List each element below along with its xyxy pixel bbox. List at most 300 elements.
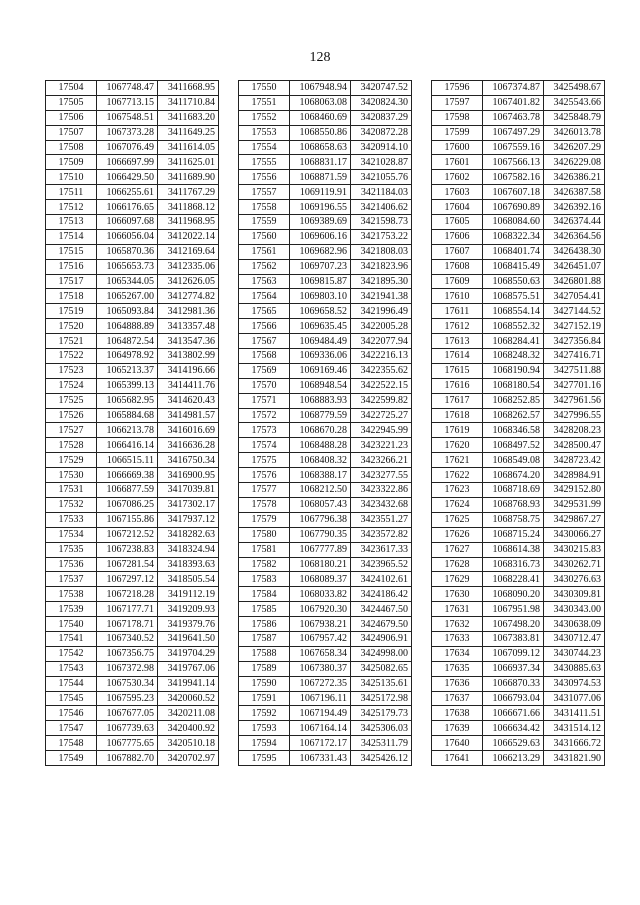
point-id-cell: 17599 [432, 125, 483, 140]
point-id-cell: 17593 [239, 721, 290, 736]
point-id-cell: 17558 [239, 200, 290, 215]
y-coordinate-cell: 3430276.63 [544, 572, 605, 587]
table-row [239, 676, 412, 691]
y-coordinate-cell: 3419209.93 [158, 602, 219, 617]
x-coordinate-cell: 1066937.34 [483, 661, 544, 676]
table-row [239, 289, 412, 304]
point-id-cell: 17634 [432, 646, 483, 661]
x-coordinate-cell: 1066429.50 [97, 170, 158, 185]
y-coordinate-cell: 3411968.95 [158, 215, 219, 230]
point-id-cell: 17602 [432, 170, 483, 185]
x-coordinate-cell: 1068552.32 [483, 319, 544, 334]
table-row [239, 215, 412, 230]
y-coordinate-cell: 3420824.30 [351, 95, 412, 110]
x-coordinate-cell: 1067155.86 [97, 512, 158, 527]
y-coordinate-cell: 3421184.03 [351, 185, 412, 200]
point-id-cell: 17575 [239, 453, 290, 468]
table-row [46, 170, 219, 185]
point-id-cell: 17524 [46, 378, 97, 393]
x-coordinate-cell: 1067948.94 [290, 81, 351, 96]
x-coordinate-cell: 1067796.38 [290, 512, 351, 527]
y-coordinate-cell: 3417039.81 [158, 483, 219, 498]
y-coordinate-cell: 3411689.90 [158, 170, 219, 185]
point-id-cell: 17531 [46, 483, 97, 498]
table-row [46, 274, 219, 289]
point-id-cell: 17586 [239, 617, 290, 632]
x-coordinate-cell: 1068190.94 [483, 363, 544, 378]
y-coordinate-cell: 3419941.14 [158, 676, 219, 691]
table-row [432, 408, 605, 423]
x-coordinate-cell: 1068388.17 [290, 468, 351, 483]
x-coordinate-cell: 1067951.98 [483, 602, 544, 617]
y-coordinate-cell: 3423221.23 [351, 438, 412, 453]
point-id-cell: 17518 [46, 289, 97, 304]
y-coordinate-cell: 3411668.95 [158, 81, 219, 96]
y-coordinate-cell: 3423277.55 [351, 468, 412, 483]
y-coordinate-cell: 3427416.71 [544, 349, 605, 364]
y-coordinate-cell: 3422355.62 [351, 363, 412, 378]
table-row [46, 423, 219, 438]
table-row [239, 155, 412, 170]
x-coordinate-cell: 1066793.04 [483, 691, 544, 706]
x-coordinate-cell: 1068718.69 [483, 483, 544, 498]
point-id-cell: 17513 [46, 215, 97, 230]
point-id-cell: 17630 [432, 587, 483, 602]
x-coordinate-cell: 1068488.28 [290, 438, 351, 453]
point-id-cell: 17576 [239, 468, 290, 483]
point-id-cell: 17560 [239, 229, 290, 244]
point-id-cell: 17626 [432, 527, 483, 542]
x-coordinate-cell: 1067177.71 [97, 602, 158, 617]
table-row [239, 557, 412, 572]
table-row [432, 557, 605, 572]
point-id-cell: 17510 [46, 170, 97, 185]
table-row [46, 259, 219, 274]
x-coordinate-cell: 1067099.12 [483, 646, 544, 661]
coordinate-table-3 [431, 80, 605, 766]
y-coordinate-cell: 3430343.00 [544, 602, 605, 617]
x-coordinate-cell: 1067607.18 [483, 185, 544, 200]
point-id-cell: 17614 [432, 349, 483, 364]
point-id-cell: 17627 [432, 542, 483, 557]
point-id-cell: 17553 [239, 125, 290, 140]
table-row [432, 215, 605, 230]
point-id-cell: 17592 [239, 706, 290, 721]
table-row [239, 200, 412, 215]
table-row [239, 602, 412, 617]
x-coordinate-cell: 1068460.69 [290, 110, 351, 125]
x-coordinate-cell: 1065653.73 [97, 259, 158, 274]
y-coordinate-cell: 3427961.56 [544, 393, 605, 408]
x-coordinate-cell: 1068212.50 [290, 483, 351, 498]
x-coordinate-cell: 1068883.93 [290, 393, 351, 408]
table-row [239, 706, 412, 721]
table-row [239, 408, 412, 423]
x-coordinate-cell: 1066877.59 [97, 483, 158, 498]
point-id-cell: 17536 [46, 557, 97, 572]
y-coordinate-cell: 3416016.69 [158, 423, 219, 438]
point-id-cell: 17573 [239, 423, 290, 438]
table-row [432, 587, 605, 602]
x-coordinate-cell: 1067178.71 [97, 617, 158, 632]
point-id-cell: 17608 [432, 259, 483, 274]
point-id-cell: 17622 [432, 468, 483, 483]
y-coordinate-cell: 3430215.83 [544, 542, 605, 557]
table-row [46, 453, 219, 468]
table-row [46, 363, 219, 378]
x-coordinate-cell: 1067340.52 [97, 631, 158, 646]
point-id-cell: 17589 [239, 661, 290, 676]
x-coordinate-cell: 1067595.23 [97, 691, 158, 706]
table-row [432, 393, 605, 408]
table-row [239, 334, 412, 349]
y-coordinate-cell: 3427511.88 [544, 363, 605, 378]
point-id-cell: 17567 [239, 334, 290, 349]
y-coordinate-cell: 3414196.66 [158, 363, 219, 378]
table-row [239, 244, 412, 259]
x-coordinate-cell: 1066669.38 [97, 468, 158, 483]
point-id-cell: 17535 [46, 542, 97, 557]
x-coordinate-cell: 1067374.87 [483, 81, 544, 96]
table-row [239, 661, 412, 676]
x-coordinate-cell: 1069169.46 [290, 363, 351, 378]
point-id-cell: 17578 [239, 497, 290, 512]
table-row [239, 229, 412, 244]
table-row [239, 393, 412, 408]
y-coordinate-cell: 3427144.52 [544, 304, 605, 319]
y-coordinate-cell: 3421406.62 [351, 200, 412, 215]
x-coordinate-cell: 1067164.14 [290, 721, 351, 736]
y-coordinate-cell: 3428723.42 [544, 453, 605, 468]
x-coordinate-cell: 1068758.75 [483, 512, 544, 527]
table-row [46, 676, 219, 691]
table-row [46, 527, 219, 542]
point-id-cell: 17609 [432, 274, 483, 289]
table-row [46, 468, 219, 483]
table-row [239, 497, 412, 512]
table-row [432, 483, 605, 498]
point-id-cell: 17563 [239, 274, 290, 289]
x-coordinate-cell: 1065093.84 [97, 304, 158, 319]
table-row [46, 155, 219, 170]
y-coordinate-cell: 3425498.67 [544, 81, 605, 96]
point-id-cell: 17565 [239, 304, 290, 319]
table-row [46, 646, 219, 661]
table-row [432, 706, 605, 721]
y-coordinate-cell: 3420837.29 [351, 110, 412, 125]
x-coordinate-cell: 1065213.37 [97, 363, 158, 378]
table-row [432, 378, 605, 393]
y-coordinate-cell: 3426374.44 [544, 215, 605, 230]
y-coordinate-cell: 3422005.28 [351, 319, 412, 334]
point-id-cell: 17631 [432, 602, 483, 617]
x-coordinate-cell: 1067739.63 [97, 721, 158, 736]
x-coordinate-cell: 1067748.47 [97, 81, 158, 96]
x-coordinate-cell: 1068831.17 [290, 155, 351, 170]
x-coordinate-cell: 1067218.28 [97, 587, 158, 602]
table-row [432, 453, 605, 468]
x-coordinate-cell: 1067463.78 [483, 110, 544, 125]
point-id-cell: 17615 [432, 363, 483, 378]
y-coordinate-cell: 3431821.90 [544, 751, 605, 766]
table-row [239, 378, 412, 393]
point-id-cell: 17537 [46, 572, 97, 587]
point-id-cell: 17566 [239, 319, 290, 334]
y-coordinate-cell: 3422522.15 [351, 378, 412, 393]
table-row [46, 140, 219, 155]
y-coordinate-cell: 3421753.22 [351, 229, 412, 244]
point-id-cell: 17574 [239, 438, 290, 453]
y-coordinate-cell: 3426438.30 [544, 244, 605, 259]
x-coordinate-cell: 1066529.63 [483, 736, 544, 751]
x-coordinate-cell: 1067777.89 [290, 542, 351, 557]
x-coordinate-cell: 1068614.38 [483, 542, 544, 557]
y-coordinate-cell: 3426229.08 [544, 155, 605, 170]
point-id-cell: 17564 [239, 289, 290, 304]
y-coordinate-cell: 3419767.06 [158, 661, 219, 676]
y-coordinate-cell: 3430638.09 [544, 617, 605, 632]
table-row [46, 319, 219, 334]
table-row [432, 512, 605, 527]
table-row [46, 215, 219, 230]
table-row [46, 229, 219, 244]
y-coordinate-cell: 3424998.00 [351, 646, 412, 661]
table-row [432, 676, 605, 691]
point-id-cell: 17600 [432, 140, 483, 155]
point-id-cell: 17532 [46, 497, 97, 512]
table-row [432, 274, 605, 289]
x-coordinate-cell: 1066056.04 [97, 229, 158, 244]
table-row [432, 721, 605, 736]
x-coordinate-cell: 1067194.49 [290, 706, 351, 721]
point-id-cell: 17505 [46, 95, 97, 110]
point-id-cell: 17533 [46, 512, 97, 527]
table-row [46, 512, 219, 527]
y-coordinate-cell: 3429867.27 [544, 512, 605, 527]
point-id-cell: 17546 [46, 706, 97, 721]
point-id-cell: 17620 [432, 438, 483, 453]
x-coordinate-cell: 1068779.59 [290, 408, 351, 423]
x-coordinate-cell: 1065344.05 [97, 274, 158, 289]
coordinate-table-1 [45, 80, 219, 766]
point-id-cell: 17545 [46, 691, 97, 706]
y-coordinate-cell: 3420702.97 [158, 751, 219, 766]
x-coordinate-cell: 1066213.78 [97, 423, 158, 438]
y-coordinate-cell: 3421808.03 [351, 244, 412, 259]
table-row [46, 393, 219, 408]
y-coordinate-cell: 3420400.92 [158, 721, 219, 736]
table-row [46, 483, 219, 498]
x-coordinate-cell: 1066697.99 [97, 155, 158, 170]
point-id-cell: 17507 [46, 125, 97, 140]
table-row [239, 274, 412, 289]
point-id-cell: 17562 [239, 259, 290, 274]
point-id-cell: 17597 [432, 95, 483, 110]
x-coordinate-cell: 1064872.54 [97, 334, 158, 349]
table-row [432, 736, 605, 751]
y-coordinate-cell: 3426013.78 [544, 125, 605, 140]
x-coordinate-cell: 1067938.21 [290, 617, 351, 632]
x-coordinate-cell: 1067920.30 [290, 602, 351, 617]
x-coordinate-cell: 1068408.32 [290, 453, 351, 468]
x-coordinate-cell: 1067172.17 [290, 736, 351, 751]
point-id-cell: 17538 [46, 587, 97, 602]
table-row [432, 631, 605, 646]
point-id-cell: 17540 [46, 617, 97, 632]
y-coordinate-cell: 3421028.87 [351, 155, 412, 170]
point-id-cell: 17568 [239, 349, 290, 364]
point-id-cell: 17514 [46, 229, 97, 244]
table-row [46, 185, 219, 200]
y-coordinate-cell: 3424906.91 [351, 631, 412, 646]
table-row [432, 170, 605, 185]
table-row [239, 319, 412, 334]
point-id-cell: 17554 [239, 140, 290, 155]
point-id-cell: 17588 [239, 646, 290, 661]
table-row [46, 408, 219, 423]
x-coordinate-cell: 1065399.13 [97, 378, 158, 393]
point-id-cell: 17521 [46, 334, 97, 349]
point-id-cell: 17515 [46, 244, 97, 259]
point-id-cell: 17621 [432, 453, 483, 468]
y-coordinate-cell: 3411649.25 [158, 125, 219, 140]
x-coordinate-cell: 1065682.95 [97, 393, 158, 408]
point-id-cell: 17522 [46, 349, 97, 364]
y-coordinate-cell: 3421598.73 [351, 215, 412, 230]
table-row [46, 110, 219, 125]
x-coordinate-cell: 1067331.43 [290, 751, 351, 766]
x-coordinate-cell: 1069658.52 [290, 304, 351, 319]
y-coordinate-cell: 3429152.80 [544, 483, 605, 498]
table-row [432, 602, 605, 617]
point-id-cell: 17605 [432, 215, 483, 230]
point-id-cell: 17583 [239, 572, 290, 587]
table-row [239, 453, 412, 468]
y-coordinate-cell: 3423266.21 [351, 453, 412, 468]
point-id-cell: 17640 [432, 736, 483, 751]
y-coordinate-cell: 3419112.19 [158, 587, 219, 602]
x-coordinate-cell: 1067076.49 [97, 140, 158, 155]
table-row [46, 751, 219, 766]
y-coordinate-cell: 3426207.29 [544, 140, 605, 155]
x-coordinate-cell: 1068089.37 [290, 572, 351, 587]
table-row [239, 423, 412, 438]
table-row [239, 572, 412, 587]
y-coordinate-cell: 3425306.03 [351, 721, 412, 736]
page-number: 128 [309, 50, 331, 65]
y-coordinate-cell: 3426801.88 [544, 274, 605, 289]
x-coordinate-cell: 1067530.34 [97, 676, 158, 691]
table-row [432, 95, 605, 110]
point-id-cell: 17526 [46, 408, 97, 423]
x-coordinate-cell: 1068871.59 [290, 170, 351, 185]
y-coordinate-cell: 3425426.12 [351, 751, 412, 766]
x-coordinate-cell: 1067566.13 [483, 155, 544, 170]
table-row [432, 140, 605, 155]
table-row [46, 542, 219, 557]
table-row [432, 334, 605, 349]
x-coordinate-cell: 1067677.05 [97, 706, 158, 721]
point-id-cell: 17619 [432, 423, 483, 438]
y-coordinate-cell: 3430262.71 [544, 557, 605, 572]
y-coordinate-cell: 3422216.13 [351, 349, 412, 364]
point-id-cell: 17561 [239, 244, 290, 259]
point-id-cell: 17572 [239, 408, 290, 423]
point-id-cell: 17632 [432, 617, 483, 632]
y-coordinate-cell: 3416750.34 [158, 453, 219, 468]
x-coordinate-cell: 1069484.49 [290, 334, 351, 349]
x-coordinate-cell: 1069635.45 [290, 319, 351, 334]
y-coordinate-cell: 3416636.28 [158, 438, 219, 453]
table-row [432, 110, 605, 125]
x-coordinate-cell: 1067497.29 [483, 125, 544, 140]
y-coordinate-cell: 3427152.19 [544, 319, 605, 334]
table-row [46, 557, 219, 572]
y-coordinate-cell: 3420211.08 [158, 706, 219, 721]
table-row [239, 483, 412, 498]
x-coordinate-cell: 1068497.52 [483, 438, 544, 453]
point-id-cell: 17517 [46, 274, 97, 289]
y-coordinate-cell: 3425135.61 [351, 676, 412, 691]
table-row [239, 617, 412, 632]
y-coordinate-cell: 3425179.73 [351, 706, 412, 721]
y-coordinate-cell: 3424102.61 [351, 572, 412, 587]
y-coordinate-cell: 3418324.94 [158, 542, 219, 557]
x-coordinate-cell: 1066870.33 [483, 676, 544, 691]
x-coordinate-cell: 1068248.32 [483, 349, 544, 364]
x-coordinate-cell: 1067372.98 [97, 661, 158, 676]
table-row [239, 304, 412, 319]
point-id-cell: 17506 [46, 110, 97, 125]
point-id-cell: 17527 [46, 423, 97, 438]
point-id-cell: 17511 [46, 185, 97, 200]
y-coordinate-cell: 3429531.99 [544, 497, 605, 512]
x-coordinate-cell: 1066634.42 [483, 721, 544, 736]
x-coordinate-cell: 1066255.61 [97, 185, 158, 200]
table-row [239, 646, 412, 661]
y-coordinate-cell: 3425543.66 [544, 95, 605, 110]
y-coordinate-cell: 3422077.94 [351, 334, 412, 349]
point-id-cell: 17552 [239, 110, 290, 125]
point-id-cell: 17559 [239, 215, 290, 230]
point-id-cell: 17635 [432, 661, 483, 676]
table-row [432, 497, 605, 512]
point-id-cell: 17637 [432, 691, 483, 706]
x-coordinate-cell: 1068948.54 [290, 378, 351, 393]
table-row [239, 363, 412, 378]
point-id-cell: 17594 [239, 736, 290, 751]
point-id-cell: 17607 [432, 244, 483, 259]
y-coordinate-cell: 3411868.12 [158, 200, 219, 215]
y-coordinate-cell: 3424679.50 [351, 617, 412, 632]
x-coordinate-cell: 1069815.87 [290, 274, 351, 289]
y-coordinate-cell: 3431666.72 [544, 736, 605, 751]
x-coordinate-cell: 1067383.81 [483, 631, 544, 646]
table-row [46, 81, 219, 96]
x-coordinate-cell: 1066176.65 [97, 200, 158, 215]
table-row [432, 289, 605, 304]
table-row [239, 736, 412, 751]
table-row [46, 721, 219, 736]
table-row [432, 751, 605, 766]
point-id-cell: 17603 [432, 185, 483, 200]
point-id-cell: 17636 [432, 676, 483, 691]
table-row [46, 572, 219, 587]
table-row [432, 572, 605, 587]
y-coordinate-cell: 3411683.20 [158, 110, 219, 125]
y-coordinate-cell: 3431514.12 [544, 721, 605, 736]
table-row [432, 244, 605, 259]
